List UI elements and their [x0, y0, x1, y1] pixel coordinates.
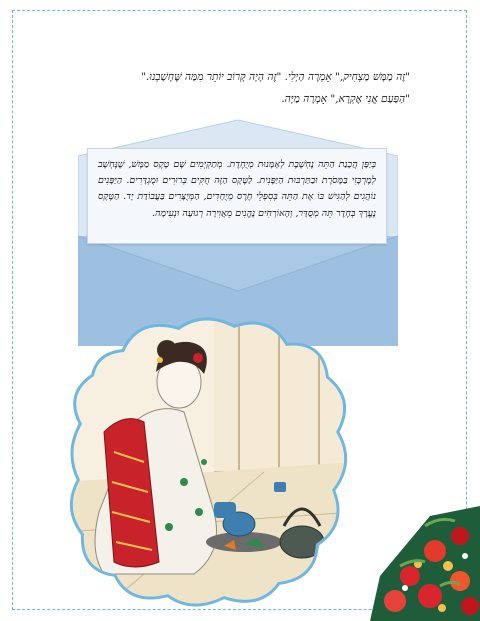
flower-bouquet-illustration: [370, 496, 480, 621]
tea-ceremony-illustration: [64, 312, 354, 608]
dialogue-line-2: "הַפַּעַם אֲנִי אֶקְרָא," אָמְרָה מַיָּה.: [281, 93, 410, 105]
info-card: [87, 148, 387, 244]
dialogue-line-1: "זֶה מַמָּשׁ מַצְחִיק," אָמְרָה הַיְלִי. "זֶה הָיָה קָרוֹב יוֹתֵר מִמַּה שֶּׁחָשַׁבְנוּ.": [141, 71, 410, 83]
info-card-text: בְּיַפָּן הֲכָנַת הַתֵּה נֶחְשֶׁבֶת לְאָמָּנוּת מְיֻחֶדֶת. מְתַקְיְמִים שָׁם טֶקֶס מַמָּשׁ, שֶׁנֶּחְשָׁב לְמֶרְכָּזִי בַּמָּסֹרֶת וּבַתַּרְבּוּת הַיַּפָּנִית. לַטֶּקֶס הַזֶּה חֻקִּים בְּרוּרִים וּמֻגְדָּרִים. הַיַּפָּנִים נוֹהֲגִים לְהַגִּישׁ בּוֹ אֶת הַתֵּה בְּסִפְלֵי חֶרֶס מְיֻחָדִים, הַמְּיֻצָּרִים בַּעֲבוֹדַת יָד. הַטֶּקֶס נֶעֱרָךְ בְּחֶדֶר תֵּה מְסֻדָּר, וְהָאוֹרְחִים נֶהֱנִים מֵאֲוִירָה רְגוּעָה וּנְעִימָה.: [98, 159, 376, 219]
